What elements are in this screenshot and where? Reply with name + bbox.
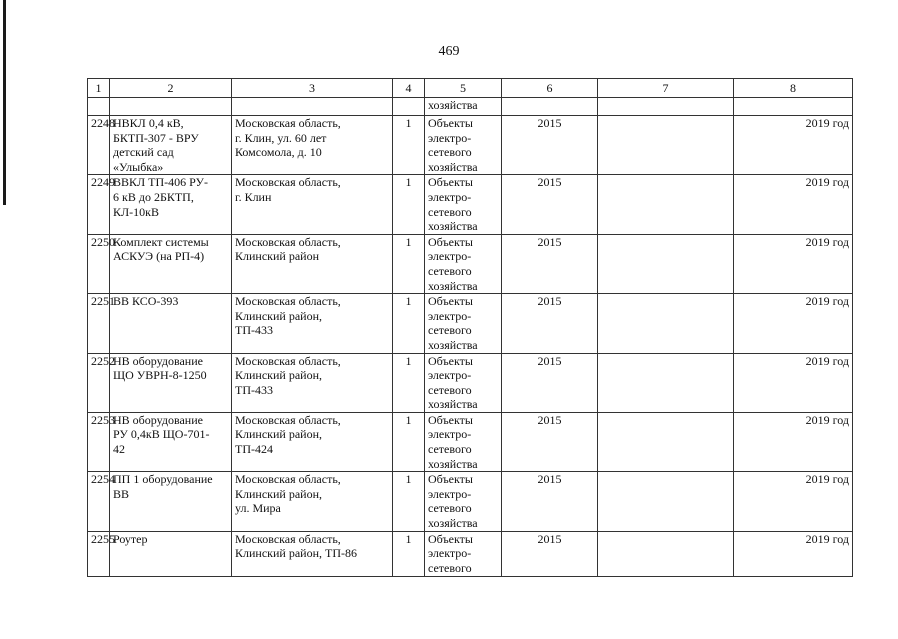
- cell-qty: 1: [393, 116, 425, 175]
- cell-address: Московская область, Клинский район, ТП-433: [232, 353, 393, 412]
- cell-date: [734, 98, 853, 116]
- cell-qty: 1: [393, 294, 425, 353]
- cell-name: ВВКЛ ТП-406 РУ- 6 кВ до 2БКТП, КЛ-10кВ: [110, 175, 232, 234]
- cell-date: 2019 год: [734, 116, 853, 175]
- cell-num: 2253: [88, 412, 110, 471]
- cell-date: 2019 год: [734, 294, 853, 353]
- cell-category: Объекты электро- сетевого хозяйства: [425, 294, 502, 353]
- cell-col7: [598, 294, 734, 353]
- cell-category: Объекты электро- сетевого хозяйства: [425, 234, 502, 293]
- cell-year: 2015: [502, 116, 598, 175]
- cell-qty: 1: [393, 472, 425, 531]
- cell-date: 2019 год: [734, 175, 853, 234]
- cell-category: Объекты электро- сетевого хозяйства: [425, 116, 502, 175]
- cell-num: 2254: [88, 472, 110, 531]
- cell-num: 2252: [88, 353, 110, 412]
- cell-qty: 1: [393, 412, 425, 471]
- cell-address: Московская область, г. Клин: [232, 175, 393, 234]
- table-row: [88, 353, 853, 412]
- cell-num: 2250: [88, 234, 110, 293]
- header-cell-5: 5: [425, 79, 502, 98]
- cell-address: Московская область, Клинский район, ул. Мира: [232, 472, 393, 531]
- cell-year: 2015: [502, 234, 598, 293]
- cell-qty: 1: [393, 531, 425, 576]
- header-cell-7: 7: [598, 79, 734, 98]
- cell-category: Объекты электро- сетевого хозяйства: [425, 175, 502, 234]
- cell-date: 2019 год: [734, 234, 853, 293]
- cell-year: 2015: [502, 412, 598, 471]
- cell-name: Комплект системы АСКУЭ (на РП-4): [110, 234, 232, 293]
- cell-category: Объекты электро- сетевого хозяйства: [425, 353, 502, 412]
- cell-date: 2019 год: [734, 531, 853, 576]
- cell-category: хозяйства: [425, 98, 502, 116]
- cell-name: НВ оборудование ЩО УВРН-8-1250: [110, 353, 232, 412]
- cell-name: [110, 98, 232, 116]
- cell-year: 2015: [502, 531, 598, 576]
- table-row: [88, 234, 853, 293]
- cell-name: ВВ КСО-393: [110, 294, 232, 353]
- cell-year: 2015: [502, 294, 598, 353]
- table-row: [88, 116, 853, 175]
- page-number: 469: [438, 44, 460, 59]
- cell-address: Московская область, Клинский район: [232, 234, 393, 293]
- cell-address: Московская область, Клинский район, ТП-86: [232, 531, 393, 576]
- cell-qty: 1: [393, 234, 425, 293]
- header-cell-3: 3: [232, 79, 393, 98]
- scan-edge-line: [3, 0, 6, 205]
- cell-category: Объекты электро- сетевого хозяйства: [425, 472, 502, 531]
- cell-category: Объекты электро- сетевого: [425, 531, 502, 576]
- cell-address: Московская область, Клинский район, ТП-424: [232, 412, 393, 471]
- cell-name: ПП 1 оборудование ВВ: [110, 472, 232, 531]
- cell-num: 2249: [88, 175, 110, 234]
- cell-date: 2019 год: [734, 412, 853, 471]
- table-row: [88, 175, 853, 234]
- cell-col7: [598, 116, 734, 175]
- cell-col7: [598, 472, 734, 531]
- header-cell-4: 4: [393, 79, 425, 98]
- table-header-row: [88, 79, 853, 98]
- cell-col7: [598, 353, 734, 412]
- cell-address: [232, 98, 393, 116]
- cell-address: Московская область, г. Клин, ул. 60 лет Комсомола, д. 10: [232, 116, 393, 175]
- cell-col7: [598, 175, 734, 234]
- header-cell-8: 8: [734, 79, 853, 98]
- cell-col7: [598, 412, 734, 471]
- table-row: [88, 294, 853, 353]
- cell-year: 2015: [502, 472, 598, 531]
- cell-name: НВ оборудование РУ 0,4кВ ЩО-701- 42: [110, 412, 232, 471]
- cell-name: Роутер: [110, 531, 232, 576]
- cell-qty: [393, 98, 425, 116]
- cell-num: 2251: [88, 294, 110, 353]
- table-row: [88, 531, 853, 576]
- cell-year: 2015: [502, 175, 598, 234]
- cell-col7: [598, 234, 734, 293]
- cell-qty: 1: [393, 175, 425, 234]
- cell-date: 2019 год: [734, 353, 853, 412]
- header-cell-1: 1: [88, 79, 110, 98]
- table-row: [88, 412, 853, 471]
- cell-col7: [598, 531, 734, 576]
- cell-address: Московская область, Клинский район, ТП-433: [232, 294, 393, 353]
- cell-date: 2019 год: [734, 472, 853, 531]
- cell-num: [88, 98, 110, 116]
- cell-category: Объекты электро- сетевого хозяйства: [425, 412, 502, 471]
- cell-num: 2255: [88, 531, 110, 576]
- cell-col7: [598, 98, 734, 116]
- cell-year: 2015: [502, 353, 598, 412]
- header-cell-6: 6: [502, 79, 598, 98]
- header-cell-2: 2: [110, 79, 232, 98]
- cell-name: НВКЛ 0,4 кВ, БКТП-307 - ВРУ детский сад «Улыбка»: [110, 116, 232, 175]
- cell-year: [502, 98, 598, 116]
- cell-qty: 1: [393, 353, 425, 412]
- continuation-row: [88, 98, 853, 116]
- asset-registry-table: [87, 78, 853, 577]
- cell-num: 2248: [88, 116, 110, 175]
- table-row: [88, 472, 853, 531]
